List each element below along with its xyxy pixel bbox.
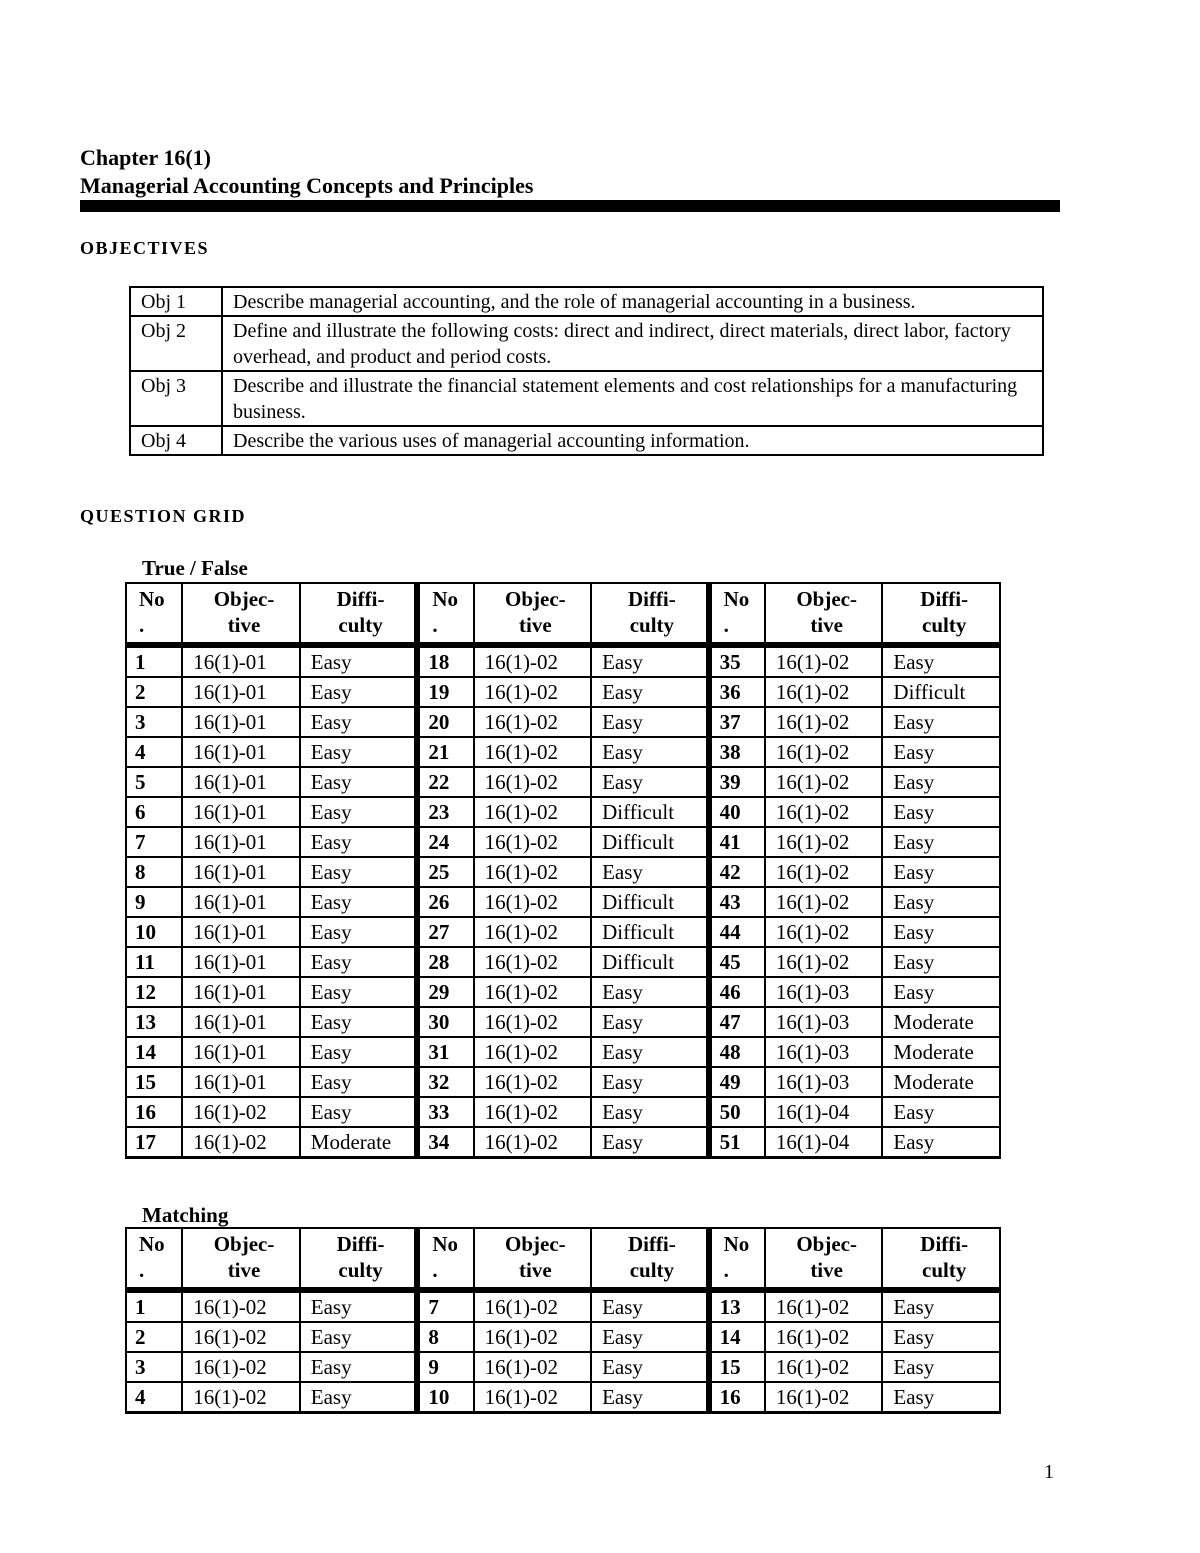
question-objective: 16(1)-03	[765, 977, 883, 1007]
question-objective: 16(1)-02	[182, 1322, 300, 1352]
question-objective: 16(1)-01	[182, 1037, 300, 1067]
question-difficulty: Easy	[882, 977, 1000, 1007]
question-difficulty: Easy	[591, 1352, 709, 1382]
question-difficulty: Easy	[882, 887, 1000, 917]
question-number: 5	[126, 767, 182, 797]
question-objective: 16(1)-02	[474, 1097, 592, 1127]
objective-code: Obj 3	[130, 371, 222, 426]
header-line: tive	[227, 613, 261, 637]
question-difficulty: Moderate	[882, 1037, 1000, 1067]
question-difficulty: Easy	[591, 645, 709, 677]
difficulty-column-header	[300, 583, 418, 645]
question-number: 22	[417, 767, 473, 797]
question-number: 25	[417, 857, 473, 887]
question-objective: 16(1)-01	[182, 977, 300, 1007]
question-number: 10	[417, 1382, 473, 1413]
header-line: Objec-	[796, 1232, 857, 1256]
question-difficulty: Easy	[300, 917, 418, 947]
question-difficulty: Difficult	[591, 827, 709, 857]
question-difficulty: Easy	[300, 827, 418, 857]
question-difficulty: Easy	[591, 1067, 709, 1097]
question-grid-heading: QUESTION GRID	[80, 506, 247, 526]
question-number: 34	[417, 1127, 473, 1158]
objectives-table-body	[130, 287, 1043, 455]
question-number: 9	[417, 1352, 473, 1382]
no-column-header	[709, 1228, 765, 1290]
question-number: 41	[709, 827, 765, 857]
question-objective: 16(1)-02	[765, 857, 883, 887]
question-number: 8	[126, 857, 182, 887]
question-difficulty: Easy	[591, 1322, 709, 1352]
header-line: Diffi-	[920, 587, 969, 611]
header-line: .	[139, 1258, 145, 1282]
question-objective: 16(1)-02	[765, 737, 883, 767]
question-objective: 16(1)-02	[765, 1290, 883, 1322]
header-line: .	[723, 1258, 729, 1282]
question-difficulty: Easy	[300, 1352, 418, 1382]
question-objective: 16(1)-02	[765, 917, 883, 947]
question-difficulty: Easy	[300, 1290, 418, 1322]
header-line: No	[723, 587, 750, 611]
question-objective: 16(1)-02	[474, 1067, 592, 1097]
question-number: 2	[126, 1322, 182, 1352]
question-difficulty: Easy	[591, 1097, 709, 1127]
table-row	[126, 797, 1000, 827]
question-difficulty: Easy	[300, 1007, 418, 1037]
question-number: 3	[126, 707, 182, 737]
question-number: 10	[126, 917, 182, 947]
header-line: No	[432, 1232, 458, 1256]
table-row	[126, 827, 1000, 857]
objective-code: Obj 1	[130, 287, 222, 316]
question-number: 7	[126, 827, 182, 857]
question-objective: 16(1)-01	[182, 827, 300, 857]
question-difficulty: Easy	[882, 1290, 1000, 1322]
question-number: 47	[709, 1007, 765, 1037]
question-number: 26	[417, 887, 473, 917]
matching-grid	[125, 1227, 1001, 1414]
question-difficulty: Easy	[882, 1097, 1000, 1127]
objective-description: Define and illustrate the following costs: direct and indirect, direct materials, direct labor, factory overhead, and product and period costs.	[222, 316, 1043, 371]
question-difficulty: Difficult	[591, 917, 709, 947]
question-objective: 16(1)-02	[182, 1382, 300, 1413]
question-objective: 16(1)-01	[182, 857, 300, 887]
header-line: culty	[629, 1258, 675, 1282]
header-line: .	[432, 613, 438, 637]
question-number: 9	[126, 887, 182, 917]
question-objective: 16(1)-02	[765, 947, 883, 977]
question-number: 50	[709, 1097, 765, 1127]
matching-grid-body	[126, 1290, 1000, 1413]
true-false-grid-body	[126, 645, 1000, 1158]
table-row	[126, 677, 1000, 707]
question-objective: 16(1)-01	[182, 767, 300, 797]
header-line: Objec-	[505, 1232, 566, 1256]
question-number: 43	[709, 887, 765, 917]
table-row	[126, 1007, 1000, 1037]
question-number: 4	[126, 737, 182, 767]
question-difficulty: Easy	[591, 857, 709, 887]
question-difficulty: Easy	[300, 1322, 418, 1352]
header-line: tive	[810, 1258, 843, 1282]
header-line: .	[432, 1258, 438, 1282]
question-difficulty: Easy	[591, 707, 709, 737]
question-number: 11	[126, 947, 182, 977]
question-objective: 16(1)-02	[182, 1127, 300, 1158]
question-objective: 16(1)-02	[182, 1352, 300, 1382]
title-rule	[80, 200, 1060, 212]
objective-row	[130, 287, 1043, 316]
question-number: 21	[417, 737, 473, 767]
question-objective: 16(1)-02	[474, 977, 592, 1007]
question-objective: 16(1)-02	[765, 677, 883, 707]
question-difficulty: Easy	[300, 1097, 418, 1127]
header-line: No	[139, 587, 165, 611]
header-line: culty	[629, 613, 675, 637]
question-number: 39	[709, 767, 765, 797]
header-line: Objec-	[213, 1232, 275, 1256]
question-number: 16	[709, 1382, 765, 1413]
question-difficulty: Easy	[882, 947, 1000, 977]
question-objective: 16(1)-02	[474, 737, 592, 767]
question-number: 13	[709, 1290, 765, 1322]
question-number: 13	[126, 1007, 182, 1037]
question-number: 49	[709, 1067, 765, 1097]
table-row	[126, 1037, 1000, 1067]
objective-code: Obj 4	[130, 426, 222, 455]
question-difficulty: Easy	[591, 737, 709, 767]
question-objective: 16(1)-01	[182, 917, 300, 947]
question-number: 28	[417, 947, 473, 977]
question-objective: 16(1)-02	[474, 677, 592, 707]
question-number: 45	[709, 947, 765, 977]
no-column-header	[126, 583, 182, 645]
question-objective: 16(1)-02	[765, 1382, 883, 1413]
question-number: 17	[126, 1127, 182, 1158]
question-objective: 16(1)-02	[474, 917, 592, 947]
table-row	[126, 1290, 1000, 1322]
question-difficulty: Easy	[882, 1322, 1000, 1352]
question-number: 23	[417, 797, 473, 827]
table-row	[126, 887, 1000, 917]
question-objective: 16(1)-02	[474, 857, 592, 887]
question-objective: 16(1)-02	[474, 707, 592, 737]
question-difficulty: Easy	[591, 677, 709, 707]
header-line: tive	[227, 1258, 261, 1282]
header-line: Objec-	[796, 587, 857, 611]
question-objective: 16(1)-03	[765, 1037, 883, 1067]
question-objective: 16(1)-01	[182, 1067, 300, 1097]
question-objective: 16(1)-02	[182, 1290, 300, 1322]
question-objective: 16(1)-02	[474, 887, 592, 917]
true-false-grid	[125, 582, 1001, 1159]
objectives-heading: OBJECTIVES	[80, 238, 210, 258]
objective-column-header	[474, 583, 592, 645]
question-objective: 16(1)-01	[182, 645, 300, 677]
question-difficulty: Easy	[300, 737, 418, 767]
question-objective: 16(1)-02	[474, 1127, 592, 1158]
header-line: culty	[338, 1258, 383, 1282]
objective-description: Describe the various uses of managerial accounting information.	[222, 426, 1043, 455]
question-difficulty: Easy	[300, 645, 418, 677]
table-row	[126, 917, 1000, 947]
chapter-title: Chapter 16(1)	[80, 145, 211, 170]
table-row	[126, 707, 1000, 737]
question-difficulty: Easy	[300, 767, 418, 797]
question-objective: 16(1)-02	[474, 1352, 592, 1382]
question-number: 15	[126, 1067, 182, 1097]
question-number: 18	[417, 645, 473, 677]
header-line: Diffi-	[336, 587, 385, 611]
question-objective: 16(1)-02	[474, 645, 592, 677]
question-number: 27	[417, 917, 473, 947]
question-number: 38	[709, 737, 765, 767]
question-objective: 16(1)-02	[765, 1352, 883, 1382]
question-difficulty: Difficult	[591, 797, 709, 827]
question-objective: 16(1)-02	[474, 1382, 592, 1413]
table-row	[126, 645, 1000, 677]
table-row	[126, 1127, 1000, 1158]
question-difficulty: Easy	[300, 677, 418, 707]
question-objective: 16(1)-01	[182, 1007, 300, 1037]
header-line: culty	[922, 613, 967, 637]
question-difficulty: Easy	[591, 1290, 709, 1322]
question-objective: 16(1)-02	[182, 1097, 300, 1127]
question-number: 51	[709, 1127, 765, 1158]
question-objective: 16(1)-02	[474, 827, 592, 857]
true-false-caption: True / False	[142, 556, 248, 580]
question-number: 24	[417, 827, 473, 857]
table-row	[126, 1067, 1000, 1097]
question-number: 1	[126, 645, 182, 677]
page-number: 1	[1044, 1461, 1054, 1483]
question-objective: 16(1)-03	[765, 1007, 883, 1037]
header-line: Objec-	[213, 587, 275, 611]
question-number: 44	[709, 917, 765, 947]
question-objective: 16(1)-02	[765, 767, 883, 797]
question-difficulty: Easy	[300, 1067, 418, 1097]
question-number: 30	[417, 1007, 473, 1037]
difficulty-column-header	[591, 1228, 709, 1290]
question-difficulty: Easy	[591, 977, 709, 1007]
question-objective: 16(1)-01	[182, 677, 300, 707]
question-difficulty: Easy	[882, 1127, 1000, 1158]
question-difficulty: Easy	[591, 1382, 709, 1413]
no-column-header	[709, 583, 765, 645]
question-objective: 16(1)-02	[474, 1037, 592, 1067]
table-row	[126, 1322, 1000, 1352]
question-difficulty: Easy	[300, 1382, 418, 1413]
question-number: 19	[417, 677, 473, 707]
question-difficulty: Easy	[591, 1007, 709, 1037]
question-number: 40	[709, 797, 765, 827]
question-number: 8	[417, 1322, 473, 1352]
question-objective: 16(1)-01	[182, 797, 300, 827]
grid-header-row	[126, 583, 1000, 645]
chapter-subtitle: Managerial Accounting Concepts and Principles	[80, 173, 534, 198]
header-line: Diffi-	[336, 1232, 385, 1256]
header-line: culty	[338, 613, 383, 637]
question-difficulty: Easy	[882, 827, 1000, 857]
question-number: 36	[709, 677, 765, 707]
question-difficulty: Easy	[300, 947, 418, 977]
header-line: culty	[922, 1258, 967, 1282]
question-number: 1	[126, 1290, 182, 1322]
question-difficulty: Difficult	[591, 887, 709, 917]
question-difficulty: Easy	[882, 737, 1000, 767]
header-line: Objec-	[505, 587, 566, 611]
question-difficulty: Easy	[882, 917, 1000, 947]
objective-column-header	[182, 1228, 300, 1290]
question-difficulty: Easy	[882, 767, 1000, 797]
question-number: 31	[417, 1037, 473, 1067]
header-line: Diffi-	[627, 587, 676, 611]
question-difficulty: Easy	[300, 857, 418, 887]
table-row	[126, 947, 1000, 977]
question-objective: 16(1)-02	[474, 947, 592, 977]
question-difficulty: Easy	[300, 797, 418, 827]
question-number: 3	[126, 1352, 182, 1382]
question-number: 12	[126, 977, 182, 1007]
header-line: Diffi-	[627, 1232, 676, 1256]
question-number: 4	[126, 1382, 182, 1413]
question-number: 37	[709, 707, 765, 737]
question-number: 20	[417, 707, 473, 737]
header-line: No	[139, 1232, 165, 1256]
question-number: 14	[709, 1322, 765, 1352]
question-difficulty: Easy	[882, 645, 1000, 677]
objective-row	[130, 316, 1043, 371]
objective-column-header	[182, 583, 300, 645]
question-number: 32	[417, 1067, 473, 1097]
question-objective: 16(1)-01	[182, 737, 300, 767]
table-row	[126, 977, 1000, 1007]
objective-row	[130, 426, 1043, 455]
question-difficulty: Difficult	[882, 677, 1000, 707]
question-number: 15	[709, 1352, 765, 1382]
question-objective: 16(1)-02	[765, 707, 883, 737]
question-difficulty: Easy	[882, 707, 1000, 737]
header-line: .	[139, 613, 145, 637]
question-objective: 16(1)-01	[182, 707, 300, 737]
question-difficulty: Moderate	[300, 1127, 418, 1158]
table-row	[126, 1352, 1000, 1382]
table-row	[126, 857, 1000, 887]
question-objective: 16(1)-02	[474, 767, 592, 797]
question-number: 46	[709, 977, 765, 1007]
question-difficulty: Easy	[591, 767, 709, 797]
matching-caption: Matching	[142, 1203, 229, 1227]
objective-column-header	[474, 1228, 592, 1290]
question-number: 33	[417, 1097, 473, 1127]
question-objective: 16(1)-04	[765, 1097, 883, 1127]
question-objective: 16(1)-01	[182, 947, 300, 977]
question-objective: 16(1)-03	[765, 1067, 883, 1097]
question-difficulty: Easy	[300, 977, 418, 1007]
objective-column-header	[765, 583, 883, 645]
matching-grid-header	[126, 1228, 1000, 1290]
question-number: 14	[126, 1037, 182, 1067]
objective-column-header	[765, 1228, 883, 1290]
question-number: 29	[417, 977, 473, 1007]
question-difficulty: Easy	[882, 857, 1000, 887]
question-difficulty: Easy	[882, 1382, 1000, 1413]
objective-code: Obj 2	[130, 316, 222, 371]
question-objective: 16(1)-02	[765, 1322, 883, 1352]
question-number: 2	[126, 677, 182, 707]
question-objective: 16(1)-02	[765, 887, 883, 917]
objective-row	[130, 371, 1043, 426]
table-row	[126, 767, 1000, 797]
question-objective: 16(1)-02	[474, 797, 592, 827]
question-objective: 16(1)-02	[474, 1322, 592, 1352]
table-row	[126, 1097, 1000, 1127]
table-row	[126, 737, 1000, 767]
no-column-header	[417, 583, 473, 645]
no-column-header	[126, 1228, 182, 1290]
question-objective: 16(1)-02	[765, 797, 883, 827]
question-number: 6	[126, 797, 182, 827]
question-difficulty: Moderate	[882, 1067, 1000, 1097]
header-line: No	[432, 587, 458, 611]
question-objective: 16(1)-02	[474, 1007, 592, 1037]
difficulty-column-header	[300, 1228, 418, 1290]
header-line: tive	[810, 613, 843, 637]
question-difficulty: Easy	[591, 1127, 709, 1158]
question-number: 48	[709, 1037, 765, 1067]
question-number: 42	[709, 857, 765, 887]
question-difficulty: Difficult	[591, 947, 709, 977]
table-row	[126, 1382, 1000, 1413]
header-line: No	[723, 1232, 750, 1256]
question-objective: 16(1)-02	[765, 645, 883, 677]
question-difficulty: Easy	[300, 1037, 418, 1067]
question-number: 35	[709, 645, 765, 677]
question-objective: 16(1)-02	[474, 1290, 592, 1322]
question-difficulty: Easy	[882, 797, 1000, 827]
question-number: 16	[126, 1097, 182, 1127]
difficulty-column-header	[882, 1228, 1000, 1290]
difficulty-column-header	[591, 583, 709, 645]
header-line: tive	[519, 1258, 552, 1282]
question-objective: 16(1)-04	[765, 1127, 883, 1158]
question-difficulty: Easy	[300, 887, 418, 917]
true-false-grid-header	[126, 583, 1000, 645]
grid-header-row	[126, 1228, 1000, 1290]
objective-description: Describe managerial accounting, and the role of managerial accounting in a business.	[222, 287, 1043, 316]
no-column-header	[417, 1228, 473, 1290]
question-objective: 16(1)-01	[182, 887, 300, 917]
question-number: 7	[417, 1290, 473, 1322]
objectives-table	[129, 286, 1044, 456]
header-line: tive	[519, 613, 552, 637]
question-difficulty: Easy	[591, 1037, 709, 1067]
difficulty-column-header	[882, 583, 1000, 645]
header-line: Diffi-	[920, 1232, 969, 1256]
question-objective: 16(1)-02	[765, 827, 883, 857]
question-difficulty: Easy	[882, 1352, 1000, 1382]
objective-description: Describe and illustrate the financial statement elements and cost relationships for a manufacturing business.	[222, 371, 1043, 426]
question-difficulty: Moderate	[882, 1007, 1000, 1037]
question-difficulty: Easy	[300, 707, 418, 737]
header-line: .	[723, 613, 729, 637]
